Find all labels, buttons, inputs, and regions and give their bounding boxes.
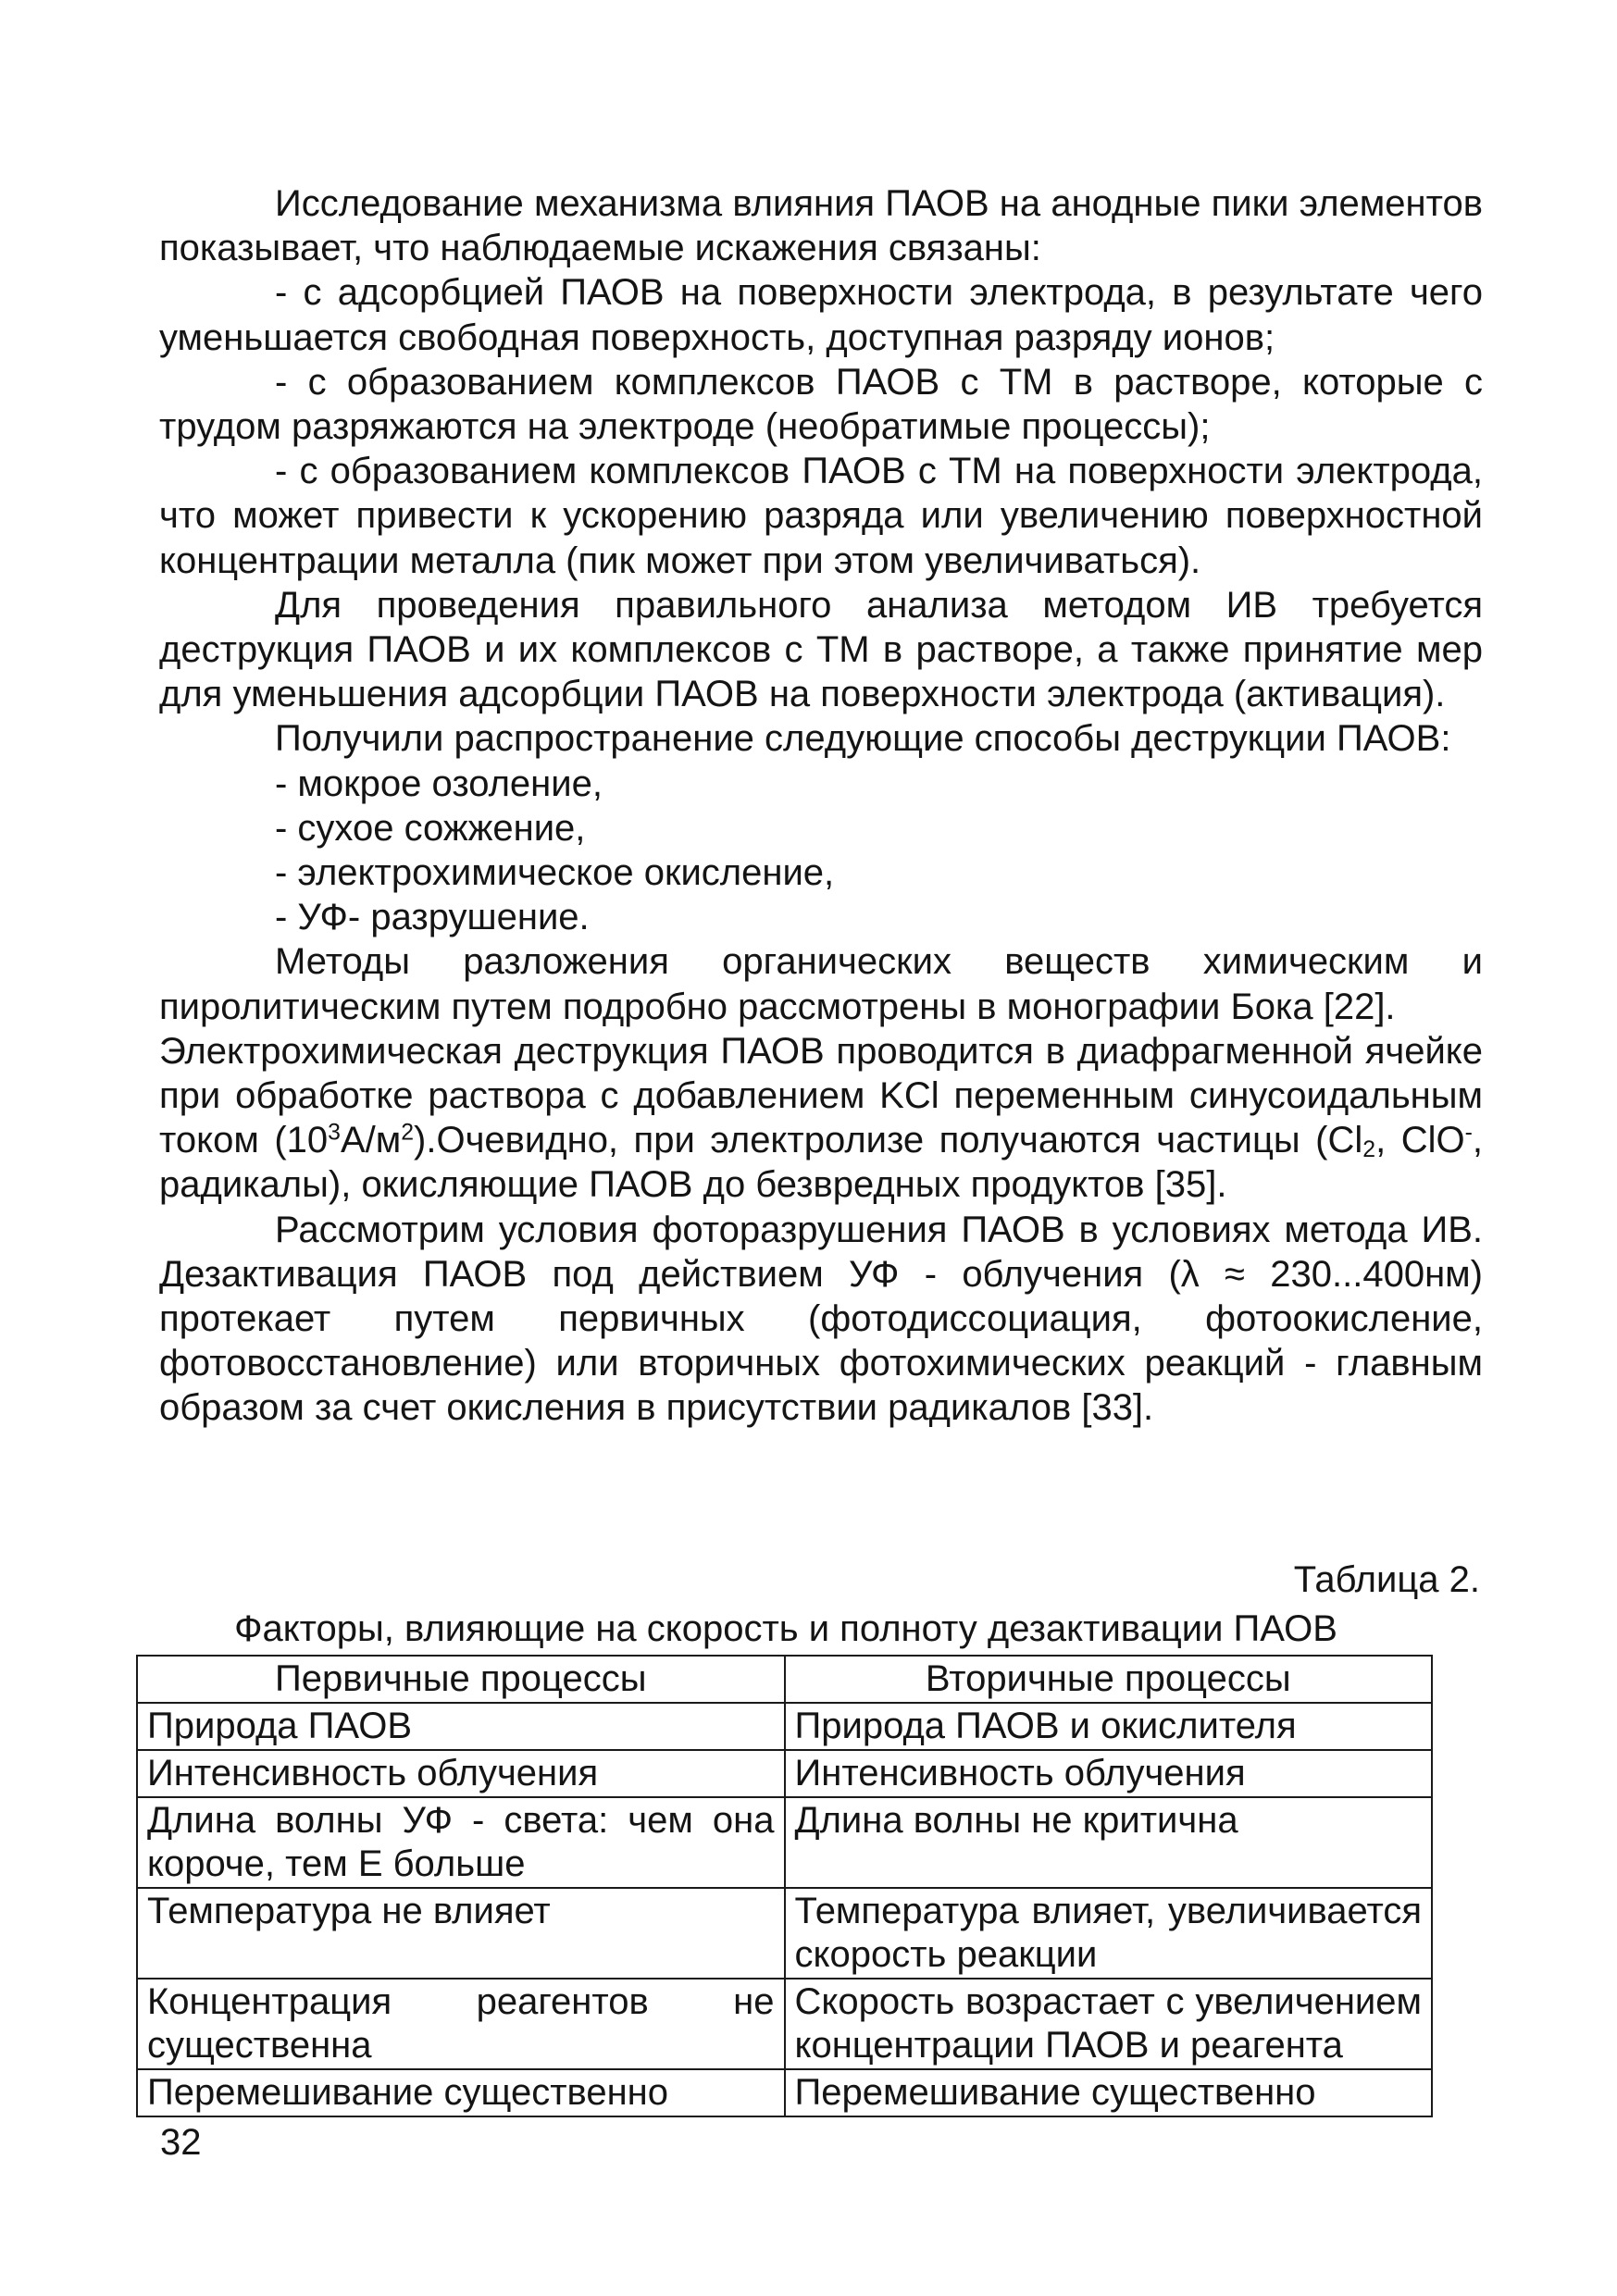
list-item: - сухое сожжение, <box>275 807 586 849</box>
paragraph-destruction-methods: Получили распространение следующие способы деструкции ПАОВ: <box>275 718 1451 760</box>
paragraph-intro: Исследование механизма влияния ПАОВ на анодные пики элементов показывает, что наблюдаемые искажения связаны: <box>159 183 1483 269</box>
table-row <box>137 1979 1432 2069</box>
text-fragment: Электрохимическая деструкция ПАОВ проводится в диафрагменной ячейке при обработке раствора с добавлением KCl переменным синусоидальным током (10 <box>159 1030 1483 1161</box>
subscript: 2 <box>1362 1137 1376 1163</box>
paragraph-adsorption: - с адсорбцией ПАОВ на поверхности электрода, в результате чего уменьшается свободная поверхность, доступная разряду ионов; <box>159 272 1483 358</box>
paragraph-complexes-surface: - с образованием комплексов ПАОВ с ТМ на поверхности электрода, что может привести к ускорению разряда или увеличению поверхностной концентрации металла (пик может при этом увеличиваться). <box>159 451 1483 581</box>
factors-table <box>136 1655 1433 2117</box>
paragraph-complexes-solution: - с образованием комплексов ПАОВ с ТМ в растворе, которые с трудом разряжаются на электроде (необратимые процессы); <box>159 361 1483 448</box>
text-fragment: ).Очевидно, при электролизе получаются частицы (Cl <box>414 1120 1363 1161</box>
paragraph-electrochemical <box>159 1029 1483 1208</box>
list-item: - мокрое озоление, <box>275 763 603 804</box>
paragraph-decomposition-methods: Методы разложения органических веществ химическим и пиролитическим путем подробно рассмотрены в монографии Бока [22]. <box>159 941 1483 1027</box>
table-cell: Длина волны УФ - света: чем она короче, тем Е больше <box>137 1797 785 1888</box>
header-secondary-processes: Вторичные процессы <box>785 1656 1433 1703</box>
paragraph-analysis-requirements: Для проведения правильного анализа методом ИВ требуется деструкция ПАОВ и их комплексов с ТМ в растворе, а также принятие мер для уменьшения адсорбции ПАОВ на поверхности электрода (активация). <box>159 584 1483 715</box>
table-cell: Перемешивание существенно <box>785 2069 1433 2116</box>
superscript: 3 <box>328 1120 341 1146</box>
text-fragment: , ClO <box>1375 1120 1465 1161</box>
superscript: - <box>1464 1120 1473 1146</box>
header-primary-processes: Первичные процессы <box>137 1656 785 1703</box>
page-number: 32 <box>160 2122 202 2163</box>
list-item: - УФ- разрушение. <box>275 897 590 938</box>
table-row <box>137 1888 1432 1979</box>
table-cell: Скорость возрастает с увеличением концентрации ПАОВ и реагента <box>785 1979 1433 2069</box>
paragraph-photodestruction: Рассмотрим условия фоторазрушения ПАОВ в условиях метода ИВ. Дезактивация ПАОВ под действием УФ - облучения (λ ≈ 230...400нм) протекает путем первичных (фотодиссоциация, фотоокисление, фотовосстановление) или вторичных фотохимических реакций - главным образом за счет окисления в присутствии радикалов [33]. <box>159 1209 1483 1429</box>
table-title: Факторы, влияющие на скорость и полноту дезактивации ПАОВ <box>234 1608 1337 1649</box>
list-item: - электрохимическое окисление, <box>275 852 835 894</box>
table-cell: Перемешивание существенно <box>137 2069 785 2116</box>
text-fragment: , радикалы), окисляющие ПАОВ до безвредных продуктов [35]. <box>159 1120 1483 1206</box>
body-text <box>159 181 1483 1431</box>
table-header-row <box>137 1656 1432 1703</box>
superscript: 2 <box>401 1120 415 1146</box>
table-cell: Интенсивность облучения <box>137 1750 785 1797</box>
table-cell: Длина волны не критична <box>785 1797 1433 1888</box>
table-cell: Интенсивность облучения <box>785 1750 1433 1797</box>
table-row <box>137 1750 1432 1797</box>
table-row <box>137 1797 1432 1888</box>
text-fragment: А/м <box>340 1120 402 1161</box>
table-row <box>137 2069 1432 2116</box>
table-cell: Концентрация реагентов не существенна <box>137 1979 785 2069</box>
table-cell: Природа ПАОВ <box>137 1703 785 1750</box>
table-cell: Температура не влияет <box>137 1888 785 1979</box>
table-cell: Температура влияет, увеличивается скорость реакции <box>785 1888 1433 1979</box>
table-label: Таблица 2. <box>1293 1559 1480 1600</box>
table-cell: Природа ПАОВ и окислителя <box>785 1703 1433 1750</box>
table-row <box>137 1703 1432 1750</box>
